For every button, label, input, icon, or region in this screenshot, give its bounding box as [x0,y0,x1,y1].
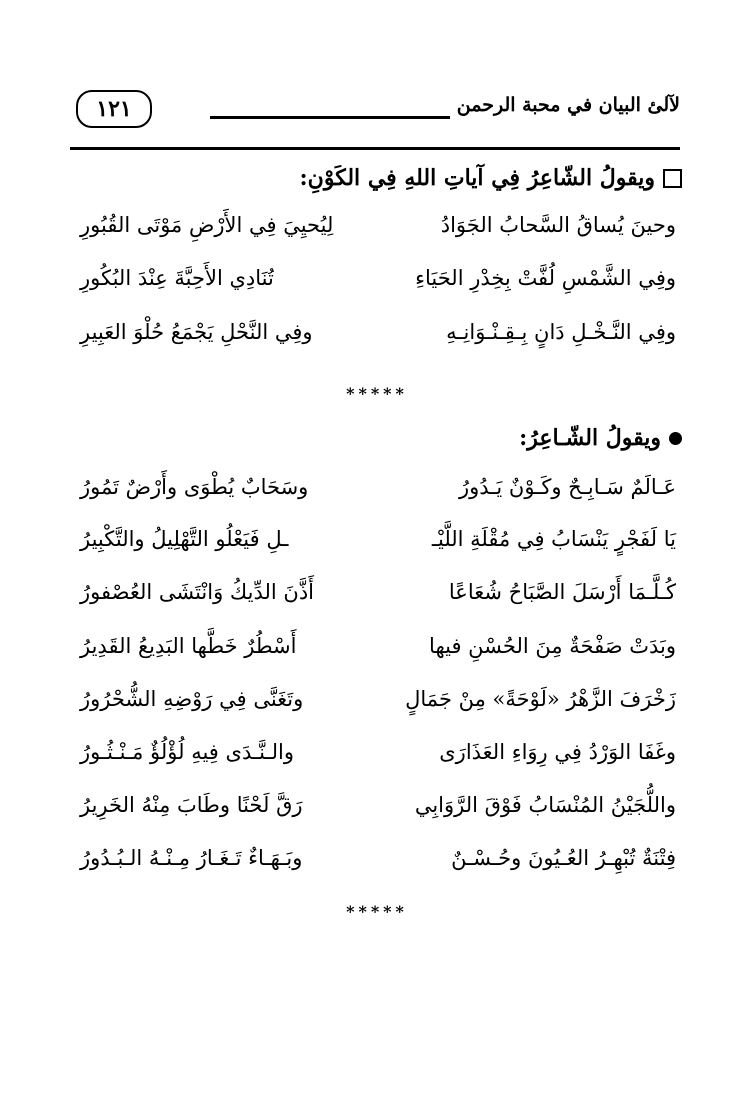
verse-line [80,213,676,253]
verse-line [80,320,676,360]
verse-second-hemistich: تُنَادِي الأَحِبَّةَ عِنْدَ البُكُورِ [80,266,274,290]
section1-heading-text: ويقولُ الشّاعِرُ فِي آياتِ اللهِ فِي الكَوْنِ: [299,165,655,191]
header-rule [70,147,680,150]
separator-stars: ***** [346,384,408,403]
verse-line [80,793,676,833]
verse-first-hemistich: فِتْنَةٌ تُبْهِـرُ العُـيُونَ وحُـسْـنٌ [451,846,676,870]
verse-first-hemistich: كُـلَّـمَا أَرْسَلَ الصَّبَاحُ شُعَاعًا [448,580,676,604]
header-title-line [210,116,450,119]
section2-heading [519,425,682,451]
verse-first-hemistich: زَخْرَفَ الزَّهْرُ «لَوْحَةً» مِنْ جَمَالٍ [405,687,676,711]
verse-line [80,740,676,780]
verse-first-hemistich: يَا لَفَجْرٍ يَنْسَابُ فِي مُقْلَةِ اللَّيْـ [431,527,676,551]
verse-first-hemistich: وفِي الشَّمْسِ لُفَّتْ بِخِدْرِ الحَيَاءِ [415,266,676,290]
verse-line [80,634,676,674]
verse-second-hemistich: وبَـهَـاءٌ تَـغَـارُ مِـنْـهُ الـبُـدُورُ [80,846,303,870]
verse-first-hemistich: وفِي النَّـخْـلِ دَانٍ بِـقِـنْـوَانِـهِ [446,320,676,344]
bullet-icon [669,432,682,445]
separator-stars: ***** [346,902,408,921]
verse-second-hemistich: وفِي النَّحْلِ يَجْمَعُ حُلْوَ العَبِيرِ [80,320,313,344]
verse-second-hemistich: ـلِ فَيَعْلُو التَّهْلِيلُ والتَّكْبِيرُ [80,527,289,551]
checkbox-icon [663,169,682,188]
page-number: ١٢١ [76,90,152,128]
verse-second-hemistich: وتَغَنَّى فِي رَوْضِهِ الشُّحْرُورُ [80,687,304,711]
verse-second-hemistich: رَقَّ لَحْنًا وطَابَ مِنْهُ الخَرِيرُ [80,793,303,817]
section2-heading-text: ويقولُ الشّـاعِرُ: [519,425,661,451]
book-title: لآلئ البيان في محبة الرحمن [456,94,680,116]
section1-heading [300,165,682,191]
verse-second-hemistich: والـنَّـدَى فِيهِ لُؤْلُؤٌ مَـنْـثُـورُ [80,740,294,764]
verse-first-hemistich: عَـالَمٌ سَـابِـحٌ وكَـوْنٌ يَـدُورُ [458,475,676,499]
verse-line [80,475,676,515]
verse-first-hemistich: وغَفَا الوَرْدُ فِي رِوَاءِ العَذَارَى [439,740,676,764]
verse-line [80,687,676,727]
page-header [70,80,680,140]
verse-first-hemistich: وحينَ يُساقُ السَّحابُ الجَوَادُ [440,213,676,237]
verse-line [80,846,676,886]
verse-second-hemistich: وسَحَابٌ يُطْوَى وأَرْضٌ تَمُورُ [80,475,309,499]
verse-second-hemistich: أَسْطُرٌ خَطَّها البَدِيعُ القَدِيرُ [80,634,297,658]
verse-line [80,580,676,620]
verse-second-hemistich: لِيُحيِيَ فِي الأَرْضِ مَوْتَى القُبُورِ [80,213,334,237]
verse-line [80,266,676,306]
verse-line [80,527,676,567]
verse-second-hemistich: أَذَّنَ الدِّيكُ وَانْتَشَى العُصْفورُ [80,580,315,604]
verse-first-hemistich: واللُّجَيْنُ المُنْسَابُ فَوْقَ الرَّوَابِي [414,793,676,817]
verse-first-hemistich: وبَدَتْ صَفْحَةٌ مِنَ الحُسْنِ فيها [429,634,676,658]
